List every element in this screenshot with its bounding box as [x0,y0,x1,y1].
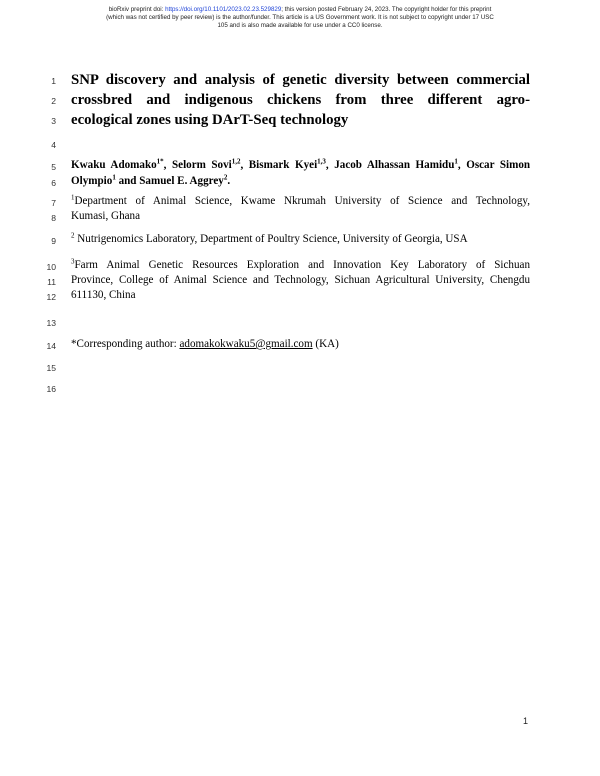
header-doi-prefix: bioRxiv preprint doi: [108,6,166,13]
corresponding-email-link[interactable]: adomakokwaku5@gmail.com [179,338,313,350]
author-name: Kwaku Adomako [71,159,157,171]
line-number: 12 [46,292,56,302]
title-line-2: crossbred and indigenous chickens from three different agro- [71,92,530,108]
author-affiliation-mark: 1* [156,157,164,166]
line-number: 6 [51,178,56,188]
author-name: Samuel E. Aggrey [139,175,224,187]
corresponding-label: *Corresponding author: [71,338,180,350]
line-number: 13 [46,318,56,328]
author-name: Jacob Alhassan Hamidu [334,159,455,171]
affiliation-2-line-1 [71,232,530,246]
line-number: 1 [51,76,56,86]
corresponding-author [71,337,530,351]
header-line-1 [40,6,560,14]
author-name: Oscar Simon [466,159,531,171]
author-affiliation-mark: 1,3 [317,157,326,166]
author-affiliation-mark: 1 [454,157,458,166]
header-posted-text: ; this version posted February 24, 2023. The copyright holder for this preprint [281,6,492,13]
line-number: 7 [51,198,56,208]
line-number: 3 [51,116,56,126]
affiliation-text: Nutrigenomics Laboratory, Department of Poultry Science, University of Georgia, USA [74,233,468,245]
affiliation-3-line-3: 611130, China [71,289,136,301]
affiliation-text: Farm Animal Genetic Resources Exploration and Innovation Key Laboratory of Sichuan [74,259,530,271]
line-number: 9 [51,236,56,246]
author-list-end: . [227,175,231,187]
header-line-3: 105 and is also made available for use under a CC0 license. [217,22,383,30]
author-name: Bismark Kyei [248,159,318,171]
affiliation-3-line-2: Province, College of Animal Science and Technology, Sichuan Agricultural University, Chengdu [71,274,530,286]
line-number: 10 [46,262,56,272]
doi-link[interactable]: https://doi.org/10.1101/2023.02.23.529829 [165,6,282,13]
line-number: 14 [46,341,56,351]
author-affiliation-mark: 1 [112,173,116,182]
affiliation-1-line-2: Kumasi, Ghana [71,210,141,222]
line-number: 8 [51,213,56,223]
line-number: 11 [47,277,56,287]
line-number: 2 [51,96,56,106]
author-name: Selorm Sovi [171,159,232,171]
line-number: 5 [51,162,56,172]
affiliation-text: Department of Animal Science, Kwame Nkrumah University of Science and Technology, [74,195,530,207]
line-number: 16 [46,384,56,394]
affiliation-mark: 2 [71,231,75,240]
corresponding-initials: (KA) [312,338,339,350]
title-line-1: SNP discovery and analysis of genetic diversity between commercial [71,72,530,88]
affiliation-mark: 1 [71,193,75,202]
page-number: 1 [522,716,528,726]
line-number: 15 [46,363,56,373]
affiliation-1-line-1 [71,194,530,208]
author-conjunction: and [118,175,137,187]
author-affiliation-mark: 1,2 [231,157,241,166]
author-name: Olympio [71,175,113,187]
author-affiliation-mark: 2 [223,173,228,182]
affiliation-mark: 3 [71,257,75,266]
preprint-header [40,6,560,31]
authors-line-2 [71,174,530,188]
header-line-2: (which was not certified by peer review) is the author/funder. This article is a US Government work. It is not subject to copyright under 17 USC [106,14,494,22]
affiliation-3-line-1 [71,258,530,272]
line-number: 4 [51,140,56,150]
title-line-3: ecological zones using DArT-Seq technology [71,112,349,128]
authors-line-1: Kwaku Adomako$^{1*}$, Selorm Sovi$^{1,2}$, Bismark Kyei$^{1,3}$, Jacob Alhassan Hamidu$^1$, Oscar Simon [71,157,531,171]
